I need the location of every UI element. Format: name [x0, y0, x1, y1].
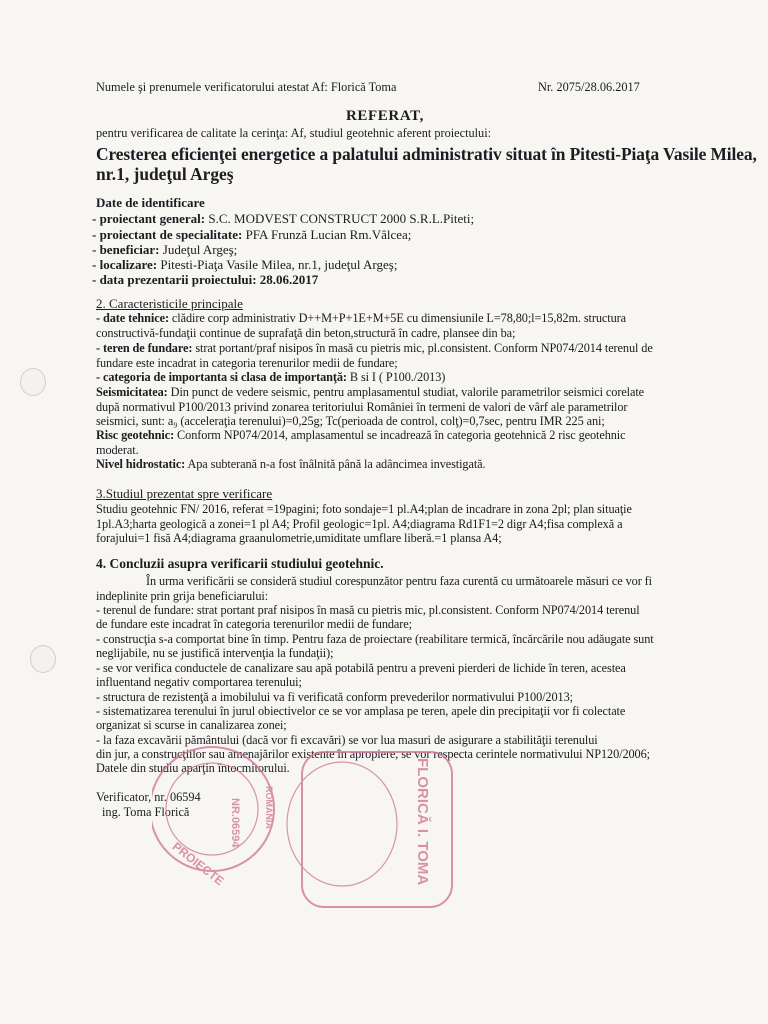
- id-value: S.C. MODVEST CONSTRUCT 2000 S.R.L.Piteti;: [205, 211, 475, 226]
- s2-text: Conform NP074/2014, amplasamentul se incadrează în categoria geotehnică 2 risc geotehnic: [174, 428, 626, 442]
- id-label: - data prezentarii proiectului:: [92, 272, 257, 287]
- s4-line: - sistematizarea terenului în jurul obiectivelor ce se vor amplasa pe teren, apele din precipitaţii vor fi colectate: [96, 704, 626, 718]
- s2-label: - date tehnice:: [96, 311, 169, 325]
- stamp-text-projects: PROIECTE: [169, 839, 227, 889]
- s2-line: constructivă-fundaţii continue de suprafaţă din beton,structură în cadre, plansee din ba;: [96, 326, 516, 340]
- s2-text: clădire corp administrativ D++M+P+1E+M+5E cu dimensiunile L=78,80;l=15,82m. structura: [168, 311, 626, 325]
- s4-line: În urma verificării se consideră studiul corespunzător pentru faza curentă cu următoarele măsuri ce vor fi: [146, 574, 652, 588]
- project-title-line1: Cresterea eficienţei energetice a palatului administrativ situat în Pitesti-Piaţa Vasile Milea,: [96, 144, 757, 164]
- s2-line: fundare este incadrat in categoria terenurilor medii de fundare;: [96, 356, 398, 370]
- s2-geotechnical-risk: [96, 428, 625, 443]
- s2-label: Nivel hidrostatic:: [96, 457, 186, 471]
- s2-line: după normativul P100/2013 privind zonarea teritoriului României în termeni de valori de vârf ale parametrilor: [96, 400, 628, 414]
- id-label: - proiectant de specialitate:: [92, 227, 243, 242]
- s4-line: Datele din studiu aparţin întocmitorului.: [96, 761, 290, 775]
- project-title-line2: nr.1, judeţul Argeş: [96, 164, 234, 184]
- s2-foundation-soil: [96, 341, 653, 356]
- identification-heading: Date de identificare: [96, 195, 205, 210]
- id-line-presentation-date: [92, 272, 318, 287]
- document-number: Nr. 2075/28.06.2017: [538, 80, 640, 94]
- s4-line: - terenul de fundare: strat portant praf nisipos în masă cu pietris mic, pl.consistent. Conform NP074/2014 terenul: [96, 603, 640, 617]
- id-value: Pitesti-Piaţa Vasile Milea, nr.1, judeţul Argeş;: [157, 257, 398, 272]
- s3-line: 1pl.A3;harta geologică a zonei=1 pl A4; Profil geologic=1pl. A4;diagrama Rd1F1=2 digr A4;fisa complexă a: [96, 517, 623, 531]
- document-subtitle: pentru verificarea de calitate la cerinţa: Af, studiul geotehnic aferent proiectului:: [96, 126, 492, 140]
- stamp-name: FLORICĂ I. TOMA: [414, 758, 431, 886]
- id-label: - proiectant general:: [92, 211, 206, 226]
- s2-text: Din punct de vedere seismic, pentru amplasamentul studiat, valorile parametrilor seismici corelate: [167, 385, 645, 399]
- s2-text: Apa subterană n-a fost înâlnită până la adâncimea investigată.: [185, 457, 486, 471]
- s4-line: de fundare este incadrat în categoria terenurilor medii de fundare;: [96, 617, 412, 631]
- section4-heading: 4. Concluzii asupra verificarii studiului geotehnic.: [96, 556, 384, 571]
- section2-heading: 2. Caracteristicile principale: [96, 296, 243, 311]
- verifier-number: Verificator, nr. 06594: [96, 790, 201, 804]
- s4-line: - se vor verifica conductele de canalizare sau apă potabilă pentru a preveni pierderi de lichide în teren, acestea: [96, 661, 626, 675]
- s2-water-level: [96, 457, 486, 472]
- id-line-beneficiary: [92, 242, 237, 257]
- s2-importance-category: [96, 370, 445, 385]
- s2-line: seismici, sunt: a₉ (acceleraţia terenului)=0,25g; Tc(perioada de control, colţ)=0,7sec, pentru IMR 225 ani;: [96, 414, 605, 428]
- verifier-stamp: [152, 714, 462, 914]
- punch-hole-top: [20, 368, 46, 396]
- verifier-name-line: Numele şi prenumele verificatorului atestat Af: Florică Toma: [96, 80, 397, 94]
- punch-hole-bottom: [30, 645, 56, 673]
- s2-label: Seismicitatea:: [96, 385, 168, 399]
- verifier-signature-name: ing. Toma Florică: [102, 805, 190, 819]
- document-title: REFERAT,: [346, 108, 424, 124]
- s3-line: Studiu geotehnic FN/ 2016, referat =19pagini; foto sondaje=1 pl.A4;plan de incadrare in zona 2pl; plan situaţie: [96, 502, 632, 516]
- s2-label: - teren de fundare:: [96, 341, 193, 355]
- stamp-inner-ring-right: [287, 762, 397, 886]
- s3-line: forajului=1 fisă A4;diagrama graanulometrie,umiditate umflare liberă.=1 plansa A4;: [96, 531, 502, 545]
- s4-line: organizat si scurse in canalizarea zonei;: [96, 718, 287, 732]
- s4-line: influentand negativ comportarea terenului;: [96, 675, 302, 689]
- s4-line: - structura de rezistenţă a imobilului va fi verificată conform prevederilor normativului P100/2013;: [96, 690, 573, 704]
- id-value: Judeţul Argeş;: [159, 242, 238, 257]
- s4-line: - la faza excavării pământului (dacă vor fi excavări) se vor lua masuri de asigurare a stabilităţii terenului: [96, 733, 598, 747]
- s2-seismicity: [96, 385, 644, 400]
- stamp-number: NR.06594: [229, 798, 241, 848]
- s4-line: neglijabile, nu se justifică intervenţia la fundaţii);: [96, 646, 334, 660]
- stamp-outer-ring-left: [152, 747, 274, 871]
- id-value: PFA Frunză Lucian Rm.Vâlcea;: [242, 227, 412, 242]
- id-label: - beneficiar:: [92, 242, 160, 257]
- id-line-specialty-designer: [92, 227, 411, 242]
- stamp-country: ROMÂNIA: [264, 786, 274, 829]
- s2-label: - categoria de importanta si clasa de importanţă:: [96, 370, 347, 384]
- id-line-general-designer: [92, 211, 474, 226]
- s2-label: Risc geotehnic:: [96, 428, 175, 442]
- id-value: 28.06.2017: [256, 272, 319, 287]
- s2-text: strat portant/praf nisipos în masă cu pietris mic, pl.consistent. Conform NP074/2014 terenul de: [192, 341, 653, 355]
- id-label: - localizare:: [92, 257, 158, 272]
- s2-text: B si I ( P100./2013): [346, 370, 446, 384]
- s4-line: indeplinite prin grija beneficiarului:: [96, 589, 269, 603]
- s4-line: din jur, a construcţiilor sau amenajărilor existente în apropiere, se vor respecta cerintele normativului NP120/2006;: [96, 747, 650, 761]
- s2-technical-data: [96, 311, 626, 326]
- id-line-location: [92, 257, 397, 272]
- section3-heading: 3.Studiul prezentat spre verificare: [96, 486, 273, 501]
- s2-line: moderat.: [96, 443, 139, 457]
- s4-line: - construcţia s-a comportat bine în timp. Pentru faza de proiectare (reabilitare termică, încărcările nou adăugate sunt: [96, 632, 654, 646]
